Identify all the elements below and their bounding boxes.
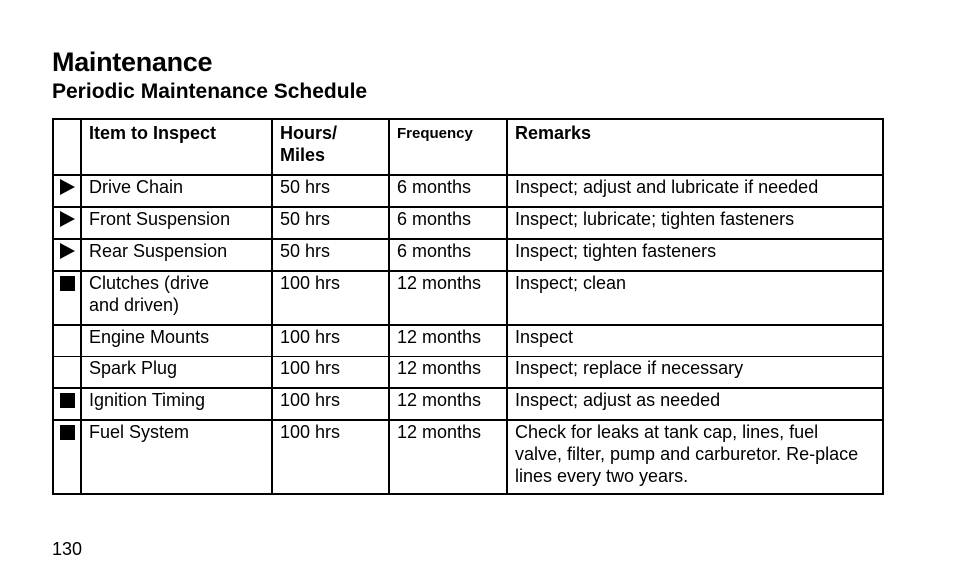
- row-marker-cell: [53, 325, 81, 357]
- hours-cell: 100 hrs: [272, 388, 389, 420]
- hours-cell: 100 hrs: [272, 271, 389, 325]
- item-cell: Clutches (drive and driven): [81, 271, 272, 325]
- row-marker-cell: [53, 420, 81, 494]
- remarks-cell: Inspect; adjust and lubricate if needed: [507, 175, 883, 207]
- table-row: [53, 388, 883, 420]
- hours-cell: 50 hrs: [272, 239, 389, 271]
- table-row: [53, 325, 883, 357]
- item-cell: Spark Plug: [81, 357, 272, 389]
- row-marker-cell: [53, 388, 81, 420]
- frequency-cell: 12 months: [389, 271, 507, 325]
- triangle-marker-icon: [60, 243, 75, 259]
- table-row: [53, 175, 883, 207]
- table-row: [53, 357, 883, 389]
- table-row: [53, 420, 883, 494]
- row-marker-cell: [53, 207, 81, 239]
- remarks-cell: Check for leaks at tank cap, lines, fuel valve, filter, pump and carburetor. Re-place lines every two years.: [507, 420, 883, 494]
- table-header-row: [53, 119, 883, 175]
- square-marker-icon: [60, 276, 75, 291]
- item-cell: Drive Chain: [81, 175, 272, 207]
- hours-header-label: Hours/ Miles: [280, 123, 338, 165]
- page-number: 130: [52, 539, 83, 559]
- row-marker-cell: [53, 357, 81, 389]
- hours-cell: 100 hrs: [272, 420, 389, 494]
- page-title: Maintenance: [52, 47, 213, 77]
- remarks-cell: Inspect: [507, 325, 883, 357]
- row-marker-cell: [53, 175, 81, 207]
- triangle-marker-icon: [60, 211, 75, 227]
- item-cell: Ignition Timing: [81, 388, 272, 420]
- frequency-cell: 6 months: [389, 239, 507, 271]
- square-marker-icon: [60, 393, 75, 408]
- page-subtitle: Periodic Maintenance Schedule: [52, 80, 368, 103]
- hours-header: [272, 119, 389, 175]
- remarks-cell: Inspect; tighten fasteners: [507, 239, 883, 271]
- remarks-cell: Inspect; replace if necessary: [507, 357, 883, 389]
- remarks-cell: Inspect; lubricate; tighten fasteners: [507, 207, 883, 239]
- table-row: [53, 271, 883, 325]
- marker-header: [53, 119, 81, 175]
- frequency-cell: 6 months: [389, 207, 507, 239]
- hours-cell: 100 hrs: [272, 357, 389, 389]
- frequency-cell: 6 months: [389, 175, 507, 207]
- frequency-cell: 12 months: [389, 420, 507, 494]
- table-row: [53, 207, 883, 239]
- hours-cell: 50 hrs: [272, 175, 389, 207]
- frequency-cell: 12 months: [389, 325, 507, 357]
- remarks-cell: Inspect; adjust as needed: [507, 388, 883, 420]
- remarks-header: Remarks: [507, 119, 883, 175]
- hours-cell: 100 hrs: [272, 325, 389, 357]
- item-header: Item to Inspect: [81, 119, 272, 175]
- frequency-cell: 12 months: [389, 388, 507, 420]
- table-row: [53, 239, 883, 271]
- triangle-marker-icon: [60, 179, 75, 195]
- item-cell: Fuel System: [81, 420, 272, 494]
- row-marker-cell: [53, 239, 81, 271]
- item-cell: Engine Mounts: [81, 325, 272, 357]
- square-marker-icon: [60, 425, 75, 440]
- remarks-cell: Inspect; clean: [507, 271, 883, 325]
- hours-cell: 50 hrs: [272, 207, 389, 239]
- maintenance-schedule-table: [52, 118, 884, 495]
- frequency-header: Frequency: [389, 119, 507, 175]
- item-cell: Front Suspension: [81, 207, 272, 239]
- row-marker-cell: [53, 271, 81, 325]
- item-cell: Rear Suspension: [81, 239, 272, 271]
- frequency-cell: 12 months: [389, 357, 507, 389]
